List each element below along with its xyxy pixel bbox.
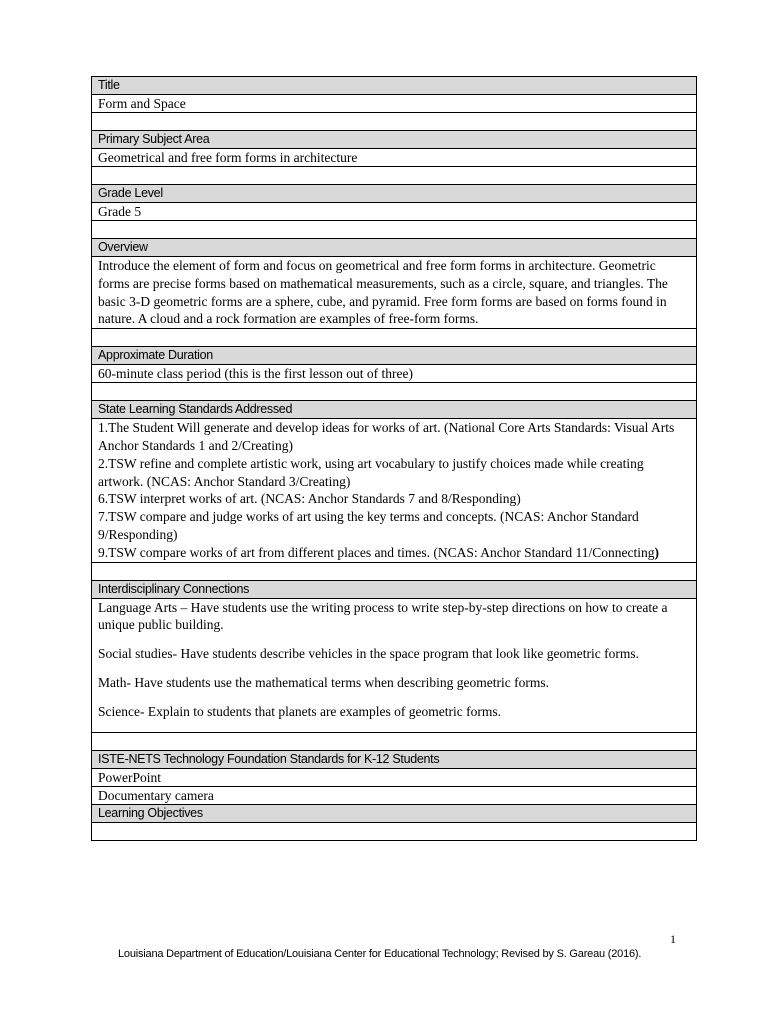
objectives-value bbox=[92, 822, 697, 840]
spacer-row bbox=[92, 167, 697, 185]
standard-item: 2.TSW refine and complete artistic work, using art vocabulary to justify choices made while creating artwork. (NCAS: Anchor Standard 3/Creating) bbox=[98, 455, 644, 489]
subject-value: Geometrical and free form forms in architecture bbox=[92, 149, 697, 167]
connection-science: Science- Explain to students that planets are examples of geometric forms. bbox=[98, 703, 501, 719]
grade-header: Grade Level bbox=[92, 185, 697, 203]
standard-item: 1.The Student Will generate and develop ideas for works of art. (National Core Arts Standards: Visual Arts Anchor Standards 1 and 2/Creating) bbox=[98, 420, 675, 453]
connection-social-studies: Social studies- Have students describe vehicles in the space program that look like geometric forms. bbox=[98, 646, 639, 662]
standard-item: 7.TSW compare and judge works of art using the key terms and concepts. (NCAS: Anchor Standard 9/Responding) bbox=[98, 509, 639, 542]
spacer-row bbox=[92, 113, 697, 131]
standard-item: 6.TSW interpret works of art. (NCAS: Anchor Standards 7 and 8/Responding) bbox=[98, 491, 521, 507]
page-number: 1 bbox=[670, 932, 676, 946]
standards-list bbox=[92, 419, 697, 562]
standard-item-text: 9.TSW compare works of art from different places and times. (NCAS: Anchor Standard 11/Connecting bbox=[98, 544, 655, 560]
technology-header: ISTE-NETS Technology Foundation Standards for K-12 Students bbox=[92, 750, 697, 768]
standards-header: State Learning Standards Addressed bbox=[92, 401, 697, 419]
standard-item bbox=[98, 544, 690, 562]
objectives-header: Learning Objectives bbox=[92, 804, 697, 822]
footer-credit: Louisiana Department of Education/Louisiana Center for Educational Technology; Revised by S. Gareau (2016). bbox=[118, 948, 642, 960]
interdisciplinary-header: Interdisciplinary Connections bbox=[92, 580, 697, 598]
title-value: Form and Space bbox=[92, 95, 697, 113]
spacer-row bbox=[92, 383, 697, 401]
spacer-row bbox=[92, 221, 697, 239]
connection-language-arts: Language Arts – Have students use the writing process to write step-by-step directions on how to create a unique public building. bbox=[98, 599, 668, 633]
overview-value: Introduce the element of form and focus on geometrical and free form forms in architecture. Geometric forms are precise forms based on mathematical measurements, such as a circle, square, and triangles. The basic 3-D geometric forms are a sphere, cube, and pyramid. Free form forms are based on forms found in nature. A cloud and a rock formation are examples of free-form forms. bbox=[92, 257, 697, 329]
overview-header: Overview bbox=[92, 239, 697, 257]
spacer-row bbox=[92, 732, 697, 750]
spacer-row bbox=[92, 562, 697, 580]
standard-item-paren: ) bbox=[654, 544, 659, 560]
interdisciplinary-connections bbox=[92, 598, 697, 732]
duration-value: 60-minute class period (this is the first lesson out of three) bbox=[92, 365, 697, 383]
title-header: Title bbox=[92, 77, 697, 95]
lesson-plan-table bbox=[91, 76, 697, 841]
connection-math: Math- Have students use the mathematical terms when describing geometric forms. bbox=[98, 674, 549, 690]
spacer-row bbox=[92, 329, 697, 347]
grade-value: Grade 5 bbox=[92, 203, 697, 221]
technology-item: Documentary camera bbox=[92, 786, 697, 804]
technology-item: PowerPoint bbox=[92, 768, 697, 786]
subject-header: Primary Subject Area bbox=[92, 131, 697, 149]
duration-header: Approximate Duration bbox=[92, 347, 697, 365]
